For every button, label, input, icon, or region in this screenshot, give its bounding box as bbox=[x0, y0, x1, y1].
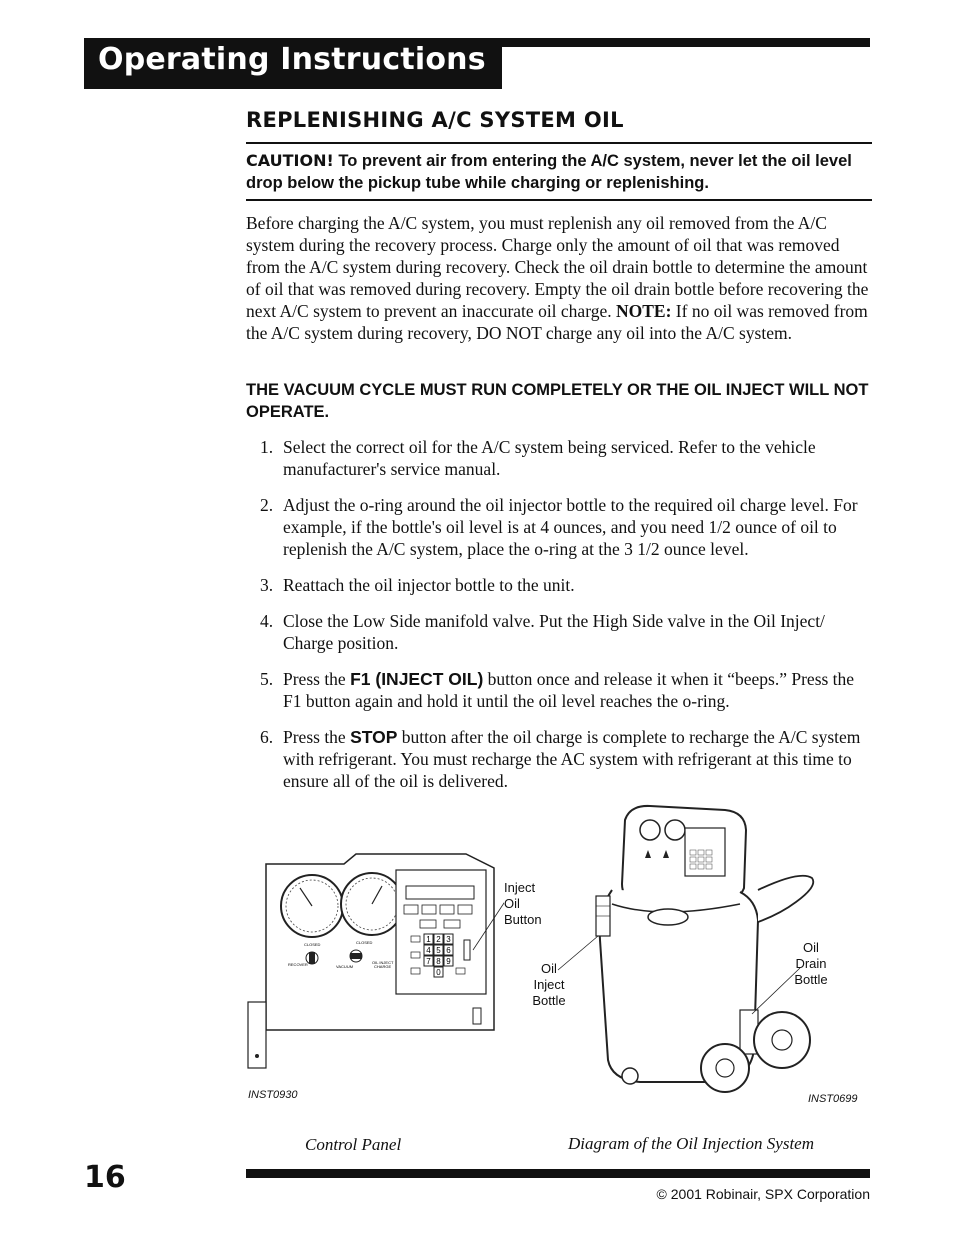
oil-inject-label: OIL INJECT bbox=[372, 960, 394, 965]
step-number: 3. bbox=[260, 575, 274, 595]
label-line: Drain bbox=[795, 956, 827, 971]
lcd-display bbox=[406, 886, 474, 899]
page-title: Operating Instructions bbox=[98, 42, 486, 77]
key-5: 5 bbox=[436, 946, 441, 955]
oil-inject-bottle-label bbox=[531, 961, 567, 1009]
high-side-valve bbox=[350, 950, 362, 962]
label-line: Oil bbox=[504, 896, 520, 911]
panel-handle bbox=[248, 1002, 266, 1068]
copyright-notice: © 2001 Robinair, SPX Corporation bbox=[656, 1186, 870, 1202]
key-6: 6 bbox=[446, 946, 451, 955]
step-number: 2. bbox=[260, 495, 274, 515]
caution-box bbox=[246, 150, 872, 194]
oil-injection-machine-illustration bbox=[500, 800, 840, 1100]
low-side-gauge bbox=[281, 875, 343, 937]
footer-rule bbox=[246, 1169, 870, 1178]
vacuum-warning: THE VACUUM CYCLE MUST RUN COMPLETELY OR THE OIL INJECT WILL NOT OPERATE. bbox=[246, 381, 869, 421]
page-number: 16 bbox=[84, 1160, 126, 1195]
label-line: Oil bbox=[803, 940, 819, 955]
control-panel-illustration bbox=[244, 840, 504, 1070]
closed-label-left: CLOSED bbox=[304, 942, 321, 947]
step-text: Reattach the oil injector bottle to the unit. bbox=[283, 575, 575, 595]
left-figure-caption: Control Panel bbox=[305, 1135, 402, 1154]
charge-label: CHARGE bbox=[374, 964, 392, 969]
recover-label: RECOVER bbox=[288, 962, 308, 967]
caution-label: CAUTION! bbox=[246, 151, 334, 170]
label-line: Button bbox=[504, 912, 542, 927]
caution-text: To prevent air from entering the A/C system, never let the oil level drop below the pickup tube while charging or replenishing. bbox=[246, 152, 852, 192]
inject-oil-key: F1 (INJECT OIL) bbox=[350, 669, 484, 689]
intro-text: Before charging the A/C system, you must replenish any oil removed from the A/C system during the recovery process. Charge only the amount of oil that was removed from the A/C system during recovery. Check the oil drain bottle to determine the amount of oil that was removed during recovery. Empty the oil drain bottle before recovering the next A/C system to prevent an inaccurate oil charge. bbox=[246, 213, 869, 321]
step-number: 6. bbox=[260, 727, 274, 747]
step-text-post: button once and release it when it “beeps.” Press the F1 button again and hold it until the oil level reaches the o-ring. bbox=[283, 669, 855, 711]
step-text-post: button after the oil charge is complete to recharge the A/C system with refrigerant. You must recharge the AC system with refrigerant at this time to ensure all of the oil is delivered. bbox=[283, 727, 861, 791]
step-number: 4. bbox=[260, 611, 274, 631]
step-text-pre: Press the bbox=[283, 669, 351, 689]
step-text: Select the correct oil for the A/C system being serviced. Refer to the vehicle manufacturer's service manual. bbox=[283, 437, 816, 479]
step-item bbox=[246, 574, 872, 596]
step-number: 5. bbox=[260, 669, 274, 689]
step-item bbox=[246, 668, 872, 712]
step-text: Close the Low Side manifold valve. Put the High Side valve in the Oil Inject/ Charge position. bbox=[283, 611, 825, 653]
power-switch bbox=[473, 1008, 481, 1024]
machine-keypad bbox=[690, 850, 712, 869]
inject-oil-button bbox=[464, 940, 470, 960]
vacuum-label: VACUUM bbox=[336, 964, 354, 969]
step-number: 1. bbox=[260, 437, 274, 457]
section-rule-top bbox=[246, 142, 872, 144]
label-line: Oil bbox=[541, 961, 557, 976]
step-text: Adjust the o-ring around the oil injector bottle to the required oil charge level. For example, if the bottle's oil level is at 4 ounces, and you need 1/2 ounce of oil to replenish the A/C system, place the o-ring at the 3 1/2 ounce level. bbox=[283, 495, 858, 559]
key-3: 3 bbox=[446, 935, 451, 944]
note-label: NOTE: bbox=[615, 301, 672, 321]
label-line: Bottle bbox=[532, 993, 566, 1008]
stop-key: STOP bbox=[350, 727, 398, 747]
key-7: 7 bbox=[426, 957, 431, 966]
section-title: REPLENISHING A/C SYSTEM OIL bbox=[246, 108, 624, 132]
closed-label-right: CLOSED bbox=[356, 940, 373, 945]
inject-oil-button-label bbox=[504, 880, 542, 928]
step-item bbox=[246, 610, 872, 654]
key-9: 9 bbox=[446, 957, 451, 966]
label-line: Bottle bbox=[794, 972, 828, 987]
intro-paragraph bbox=[246, 212, 872, 344]
step-text-pre: Press the bbox=[283, 727, 351, 747]
key-0: 0 bbox=[436, 968, 441, 977]
key-1: 1 bbox=[426, 935, 431, 944]
label-line: Inject bbox=[504, 880, 536, 895]
step-item bbox=[246, 494, 872, 560]
section-rule-bottom bbox=[246, 199, 872, 201]
steps-list bbox=[246, 436, 872, 806]
right-figure-caption: Diagram of the Oil Injection System bbox=[568, 1134, 814, 1153]
right-figure-id: INST0699 bbox=[808, 1093, 858, 1105]
key-8: 8 bbox=[436, 957, 441, 966]
note-text: If no oil was removed from the A/C system during recovery, DO NOT charge any oil into the A/C system. bbox=[246, 301, 868, 343]
key-4: 4 bbox=[426, 946, 431, 955]
step-item bbox=[246, 436, 872, 480]
step-item bbox=[246, 726, 872, 792]
left-figure-id: INST0930 bbox=[248, 1089, 298, 1101]
high-side-gauge bbox=[341, 873, 403, 935]
key-2: 2 bbox=[436, 935, 441, 944]
oil-drain-bottle-label bbox=[791, 940, 831, 988]
low-side-valve bbox=[306, 952, 318, 964]
label-line: Inject bbox=[533, 977, 565, 992]
machine-logo bbox=[648, 909, 688, 925]
